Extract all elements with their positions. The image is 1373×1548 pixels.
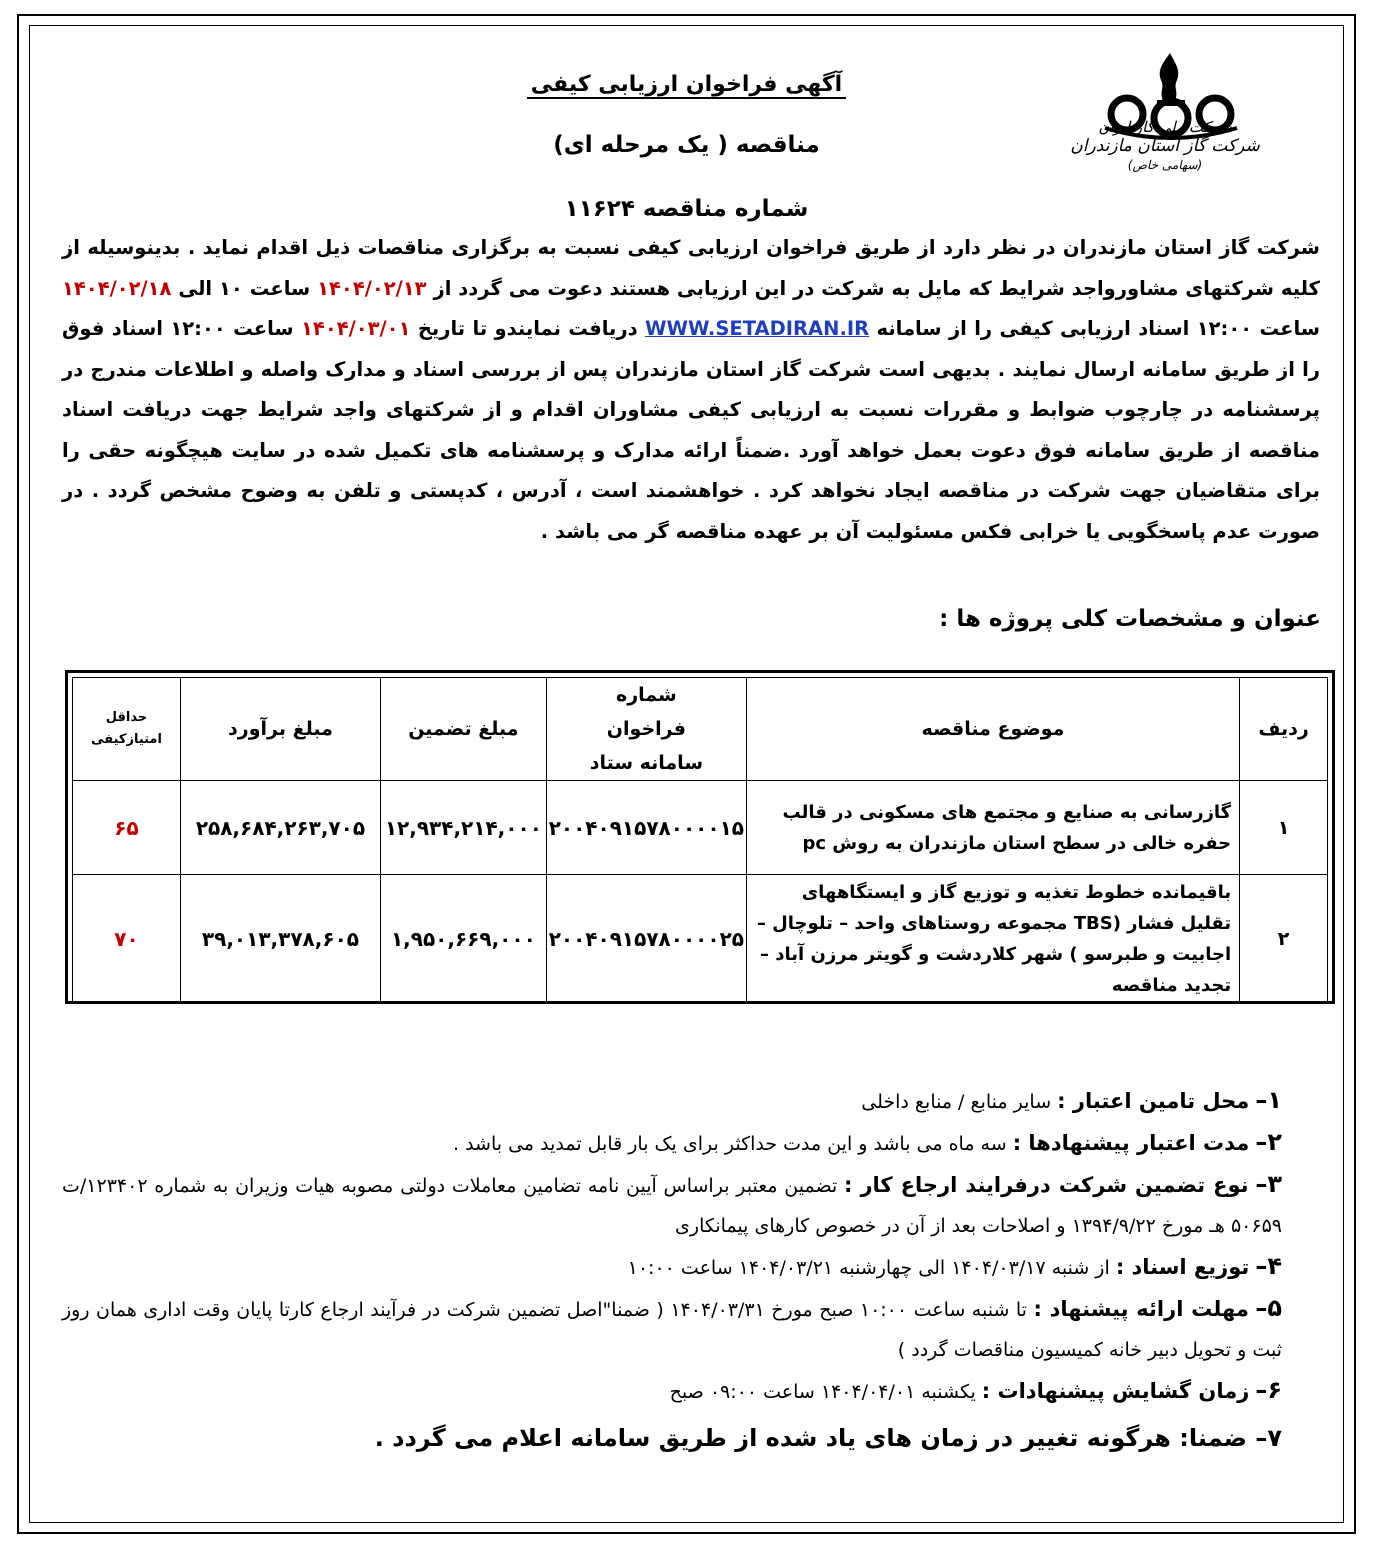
intro-date-deadline: ۱۴۰۴/۰۳/۰۱ [301,317,411,340]
condition-number: ۶– [1255,1376,1282,1404]
tender-number: شماره مناقصه ۱۱۶۲۴ [564,196,809,222]
cell-guarantee: ۱,۹۵۰,۶۶۹,۰۰۰ [380,875,546,1003]
condition-key: مهلت ارائه پیشنهاد : [1033,1297,1249,1321]
cell-row-number: ۲ [1240,875,1328,1003]
condition-item-3 [62,1164,1282,1246]
header-topic: موضوع مناقصه [746,678,1239,781]
notice-title [0,72,1373,97]
cell-min-score: ۶۵ [73,781,181,875]
condition-item-6 [62,1370,1282,1412]
condition-key: زمان گشایش پیشنهادات : [981,1379,1250,1403]
condition-value: سایر منابع / منابع داخلی [861,1091,1052,1113]
intro-text-4: دریافت نمایندو تا تاریخ [417,317,638,340]
condition-key: مدت اعتبار پیشنهادها : [1012,1131,1250,1155]
condition-value: تا شنبه ساعت ۱۰:۰۰ صبح مورخ ۱۴۰۴/۰۳/۳۱ ( ضمنا"اصل تضمین شرکت در فرآیند ارجاع کارتا پایان وقت اداری همان روز ثبت و تحویل دبیر خانه کمیسیون مناقصات گردد ) [62,1299,1282,1361]
condition-key: محل تامین اعتبار : [1057,1089,1250,1113]
cell-topic: باقیمانده خطوط تغذیه و توزیع گاز و ایستگاههای تقلیل فشار (TBS مجموعه روستاهای واحد – تلوچال – اجابیت و طبرسو ) شهر کلاردشت و گویتر مرزن آباد – تجدید مناقصه [746,875,1239,1003]
final-note-text: ضمنا: هرگونه تغییر در زمان های یاد شده از طریق سامانه اعلام می گردد . [374,1424,1247,1452]
cell-estimate: ۲۵۸,۶۸۴,۲۶۳,۷۰۵ [181,781,381,875]
condition-item-2 [62,1122,1282,1164]
header-guarantee: مبلغ تضمین [380,678,546,781]
condition-number: ۴– [1255,1252,1282,1280]
condition-value: یکشنبه ۱۴۰۴/۰۴/۰۱ ساعت ۰۹:۰۰ صبح [669,1381,976,1403]
intro-text-3: ساعت ۱۲:۰۰ اسناد ارزیابی کیفی را از سامانه [876,317,1320,340]
final-note-number: ۷– [1255,1424,1282,1452]
condition-value: سه ماه می باشد و این مدت حداکثر برای یک بار قابل تمدید می باشد . [452,1133,1007,1155]
condition-item-5 [62,1288,1282,1370]
intro-text-1: شرکت گاز استان مازندران در نظر دارد از طریق فراخوان ارزیابی کیفی نسبت به برگزاری مناقصات ذیل اقدام نماید . بدینوسیله از کلیه شرکتهای مشاورواجد شرایط که مایل به شرکت در این ارزیابی هستند دعوت می گردد از [62,236,1320,300]
logo-line-2: شرکت گاز استان مازندران [1070,136,1260,156]
table-row [73,875,1328,1003]
projects-section-title: عنوان و مشخصات کلی پروژه ها : [939,606,1321,632]
cell-min-score: ۷۰ [73,875,181,1003]
notice-title-text: آگهی فراخوان ارزیابی کیفی [527,72,846,99]
condition-key: نوع تضمین شرکت درفرایند ارجاع کار : [844,1173,1249,1197]
logo-line-3: (سهامی خاص) [1127,158,1203,172]
intro-text-2: ساعت ۱۰ الی [178,276,311,300]
condition-number: ۳– [1255,1170,1282,1198]
cell-topic: گازرسانی به صنایع و مجتمع های مسکونی در قالب حفره خالی در سطح استان مازندران به روش pc [746,781,1239,875]
condition-value: تضمین معتبر براساس آیین نامه تضامین معاملات دولتی مصوبه هیات وزیران به شماره ۱۲۳۴۰۲/ت ۵۰۶۵۹ هـ مورخ ۱۳۹۴/۹/۲۲ و اصلاحات بعد از آن در خصوص کارهای پیمانکاری [62,1175,1282,1237]
cell-estimate: ۳۹,۰۱۳,۳۷۸,۶۰۵ [181,875,381,1003]
header-row-number: ردیف [1240,678,1328,781]
condition-value: از شنبه ۱۴۰۴/۰۳/۱۷ الی چهارشنبه ۱۴۰۴/۰۳/۲۱ ساعت ۱۰:۰۰ [627,1257,1110,1279]
intro-date-to: ۱۴۰۴/۰۲/۱۸ [62,276,172,300]
conditions-list [62,1080,1282,1458]
intro-text-5: ساعت ۱۲:۰۰ اسناد فوق را از طریق سامانه ارسال نمایند . بدیهی است شرکت گاز استان مازندران پس از بررسی اسناد و مدارک واصله و اطلاعات مندرج در پرسشنامه در چارچوب ضوابط و مقررات نسبت به ارزیابی کیفی مشاوران اقدام و از شرکتهای واجد شرایط جهت دریافت اسناد مناقصه از طریق سامانه فوق دعوت بعمل خواهد آورد .ضمناً ارائه مدارک و پرسشنامه های تکمیل شده در سایت هیچگونه حقی را برای متقاضیان جهت شرکت در مناقصه ایجاد نخواهد کرد . خواهشمند است ، آدرس ، کدپستی و تلفن به وضوح مشخص گردد . در صورت عدم پاسخگویی یا خرابی فکس مسئولیت آن بر عهده مناقصه گر می باشد . [62,317,1320,543]
setadiran-link[interactable]: WWW.SETADIRAN.IR [644,317,870,340]
projects-table [72,677,1328,1003]
notice-subtitle: مناقصه ( یک مرحله ای) [553,132,820,158]
header-min-score: حداقل امتیازکیفی [73,678,181,781]
condition-item-1 [62,1080,1282,1122]
header-estimate: مبلغ برآورد [181,678,381,781]
cell-guarantee: ۱۲,۹۳۴,۲۱۴,۰۰۰ [380,781,546,875]
condition-number: ۱– [1255,1086,1282,1114]
header-call-number: شماره فراخوان سامانه ستاد [546,678,746,781]
final-note [62,1418,1282,1458]
intro-paragraph [62,228,1320,552]
logo-line-1: شرکت ملی گاز ایران [1098,118,1232,136]
intro-date-from: ۱۴۰۴/۰۲/۱۳ [317,276,427,300]
table-row [73,781,1328,875]
condition-number: ۲– [1255,1128,1282,1156]
cell-call-number: ۲۰۰۴۰۹۱۵۷۸۰۰۰۰۱۵ [546,781,746,875]
table-header-row [73,678,1328,781]
cell-row-number: ۱ [1240,781,1328,875]
cell-call-number: ۲۰۰۴۰۹۱۵۷۸۰۰۰۰۲۵ [546,875,746,1003]
condition-number: ۵– [1255,1294,1282,1322]
condition-item-4 [62,1246,1282,1288]
condition-key: توزیع اسناد : [1115,1255,1250,1279]
projects-table-frame [65,670,1335,1004]
